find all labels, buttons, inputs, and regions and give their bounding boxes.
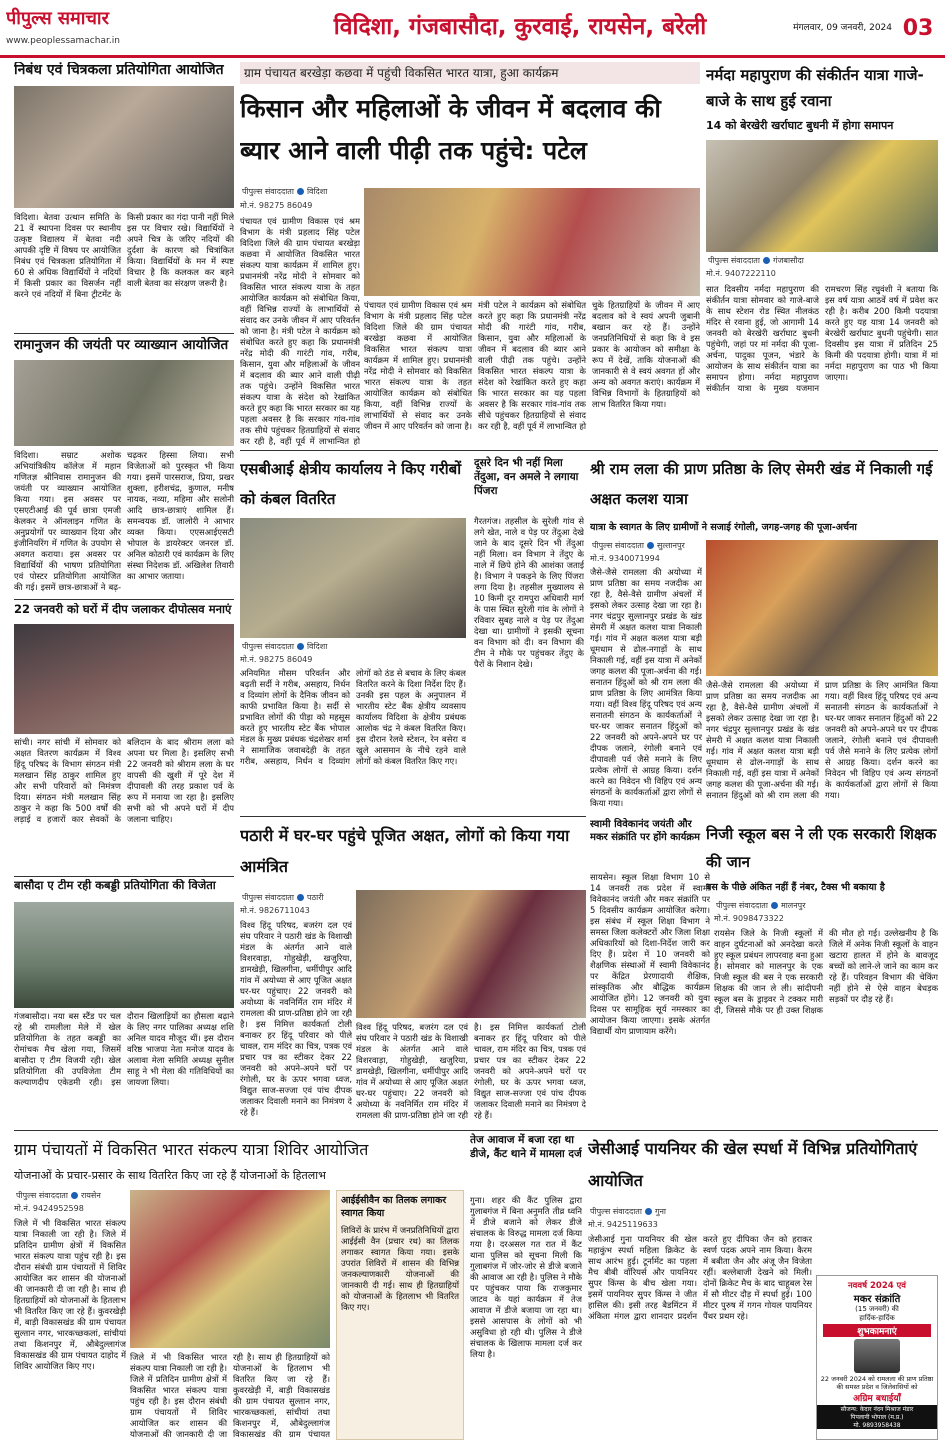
- pathari-mobile: मो.नं. 9826711043: [240, 906, 310, 915]
- jci-headline: जेसीआई पायनियर की खेल स्पर्धा में विभिन्न प्रतियोगिताएं आयोजित: [588, 1139, 918, 1190]
- gram-byline: पीपुल्स संवाददाता रायसेन: [16, 1191, 101, 1200]
- pathari-headline: पठारी में घर-घर पहुंचे पूजित अक्षत, लोगों को किया गया आमंत्रित: [240, 826, 570, 876]
- col1-headline-1: निबंध एवं चित्रकला प्रतियोगिता आयोजित: [14, 62, 224, 78]
- byline-dot-icon: [763, 257, 770, 264]
- iec-box-headline: आईईसीवैन का तिलक लगाकर स्वागत किया: [341, 1195, 447, 1219]
- ramlala-mobile: मो.नं. 9340071994: [590, 554, 660, 563]
- byline-dot-icon: [647, 542, 654, 549]
- byline-dot-icon: [645, 1208, 652, 1215]
- divider: [240, 450, 938, 451]
- logo-text: पीपुल्स समाचार: [6, 8, 109, 29]
- jci-byline: पीपुल्स संवाददाता गुना: [590, 1207, 666, 1216]
- lead-byline: पीपुल्स संवाददाता विदिशा: [242, 187, 328, 196]
- lead-photo: [364, 188, 700, 296]
- gram-subhead: योजनाओं के प्रचार-प्रसार के साथ वितरित किए जा रहे हैं योजनाओं के हितलाभ: [14, 1169, 326, 1182]
- ramlala-byline: पीपुल्स संवाददाता सुल्तानपुर: [592, 541, 685, 550]
- divider: [14, 876, 234, 877]
- divider: [14, 333, 234, 334]
- greeting-advertisement: नववर्ष 2024 एवं मकर संक्रांति (15 जनवरी) की हार्दिक-हार्दिक शुभकामनाएं 22 जनवरी 2024 को रामलला की प्राण प्रतिष्ठा की समस्त प्रदेश व जिलेवासियों को अग्रिम बधाईयाँ सौजन्य: केदार नंदन मिश्राज मंडार पिपलानी भोपाल (म.प्र.) मो. 9893958438: [816, 1275, 938, 1440]
- website-url: www.peoplessamachar.in: [6, 36, 120, 46]
- ramlala-text-rest: जैसे-जैसे रामलला की अयोध्या में प्राण प्रतिष्ठा का समय नजदीक आ रहा है, वैसे-वैसे ग्रामीण अंचलों में इसको लेकर उत्साह देखा जा रहा है। नगर चंद्रपुर सुल्तानपुर प्रखंड के खंड सेमरी में अक्षत कलश यात्रा निकाली गई। गांव में अक्षत कलश यात्रा बड़ी धूमधाम से ढोल-नगाड़ों के साथ निकाली गई, वहीं इस यात्रा में अनेकों जगह कलश की पूजा-अर्चना की गई। सनातन हिंदुओं को श्री राम लला की प्राण प्रतिष्ठा के लिए आमंत्रित किया गया। वहीं विश्व हिंदू परिषद एवं अन्य सनातनी संगठन के कार्यकर्ताओं ने घर-घर जाकर सनातन हिंदुओं को 22 जनवरी को अपने-अपने घर पर दीपक जलाने, रंगोली बनाने एवं दीपावली पर्व जैसे मनाने के लिए प्रत्येक लोगों से आग्रह किया। दर्शन करने का निवेदन भी विहिप एवं अन्य संगठनों के कार्यकर्ताओं द्वारा लोगों से किया गया।: [706, 680, 938, 800]
- blanket-distribution-photo: [240, 518, 466, 638]
- jci-mobile: मो.नं. 9425119633: [588, 1220, 658, 1229]
- gram-text-rest: जिले में भी विकसित भारत संकल्प यात्रा निकाली जा रही है। जिले में प्रतिदिन ग्रामीण क्षेत्रों में विकसित भारत संकल्प यात्रा पहुंच रही है। इस दौरान संबंधी ग्राम पंचायतों में शिविर आयोजित कर शासन की योजनाओं की जानकारी दी जा रही है। साथ ही हितग्राहियों को योजनाओं के हितलाभ भी वितरित किए जा रहे हैं। कुवरखेड़ी में, बाड़ी विकासखंड की ग्राम पंचायत सुल्तान नगर, भारकच्छकलां, सांचीयां तथा किशनपुर में, औबेदुल्लागंज विकासखंड की ग्राम पंचायत: [130, 1352, 330, 1439]
- sbi-byline: पीपुल्स संवाददाता विदिशा: [242, 642, 328, 651]
- narmada-yatra-photo: [706, 140, 938, 252]
- akshat-distribution-photo: [356, 890, 586, 1018]
- lead-text-col1: पंचायत एवं ग्रामीण विकास एवं श्रम विभाग के मंत्री प्रहलाद सिंह पटेल विदिशा जिले की ग्राम पंचायत बरखेड़ा कछवा में आयोजित विकसित भारत संकल्प यात्रा कार्यक्रम में शामिल हुए। प्रधानमंत्री नरेंद्र मोदी ने सोमवार को विकसित भारत संकल्प यात्रा के तहत आयोजित कार्यक्रम को संबोधित किया, वहीं विभिन्न राज्यों के लाभार्थियों से संवाद कर उनके जीवन में आए परिवर्तन को जाना है। मंत्री पटेल ने कार्यक्रम को संबोधित करते हुए कहा कि प्रधानमंत्री नरेंद्र मोदी की गारंटी गांव, गरीब, किसान, युवा और महिलाओं के जीवन में बदलाव की ब्यार आने वाली पीढ़ी तक पहुंचे। उन्होंने विकसित भारत संकल्प यात्रा के संदेश को रेखांकित करते हुए कहा कि भारत सरकार का यह पहला अवसर है कि सरकार गांव-गांव तक सीधे पहुंचकर हितग्राहियों से संवाद कर रही है, वहीं पूर्व में लाभान्वित हो: [240, 216, 360, 446]
- bus-text: रायसेन जिले के निजी स्कूलों में वाहन दुर्घटनाओं को अनदेखा करते हुए स्कूल प्रबंधन लापरवाह बना हुआ है। सोमवार को मालनपुर के एक निजी स्कूल की बस ने एक सरकारी शिक्षक की जान ले ली। सांदीपनी स्कूल बस के ड्राइवर ने टक्कर मारी दी, जिससे मौके पर ही उक्त शिक्षक की मौत हो गई। उल्लेखनीय है कि जिले में अनेक निजी स्कूलों के वाहन खटारा हालत में होने के बावजूद बच्चों को लाने-ले जाने का काम कर रहे हैं। परिवहन विभाग की चेकिंग नहीं होने से ऐसे वाहन बेधड़क सड़कों पर दौड़ रहे हैं।: [714, 928, 938, 1015]
- vivekanand-headline: स्वामी विवेकानंद जयंती और मकर संक्रांति पर होंगे कार्यक्रम: [590, 819, 701, 843]
- gram-headline: ग्राम पंचायतों में विकसित भारत संकल्प यात्रा शिविर आयोजित: [14, 1140, 369, 1159]
- essay-competition-photo: [14, 86, 234, 208]
- col1-article-1-text: विदिशा। बेतवा उत्थान समिति के 21 वें स्थापना दिवस पर स्थानीय उत्कृष्ट विद्यालय में बेतवा नदी आपकी दृष्टि में विषय पर आयोजित निबंध एवं चित्रकला प्रतियोगिता में 60 से अधिक विद्यार्थियों ने नदियों में किसी प्रकार का विसर्जन नहीं करने एवं नदियों में बिना ट्रीटमेंट के किसी प्रकार का गंदा पानी नहीं मिले इस पर विचार रखे। विद्यार्थियों ने अपने चित्र के जरिए नदियों की दुर्दशा के कारण को चित्रांकित किया। विद्यार्थियों के मन में स्पष्ट विचार है कि कलकल कर बहने वाली बेतवा का संरक्षण जरूरी है।: [14, 212, 234, 299]
- iec-box-text: शिविरों के प्रारंभ में जनप्रतिनिधियों द्वारा आईईसी वैन (प्रचार रथ) का तिलक लगाकर स्वागत किया गया। इसके उपरांत शिविरों में शासन की विभिन्न जनकल्याणकारी योजनाओं की जानकारी दी गई। साथ ही हितग्राहियों को योजनाओं के हितलाभ भी वितरित किए गए।: [341, 1225, 459, 1312]
- shivir-photo: [130, 1190, 330, 1348]
- byline-dot-icon: [297, 188, 304, 195]
- col1-headline-3: 22 जनवरी को घरों में दीप जलाकर दीपोत्सव मनाएं: [14, 603, 232, 616]
- sbi-mobile: मो.नं. 98275 86049: [240, 655, 313, 664]
- col1-headline-2: रामानुजन की जयंती पर व्याख्यान आयोजित: [14, 337, 229, 353]
- gram-text-col: जिले में भी विकसित भारत संकल्प यात्रा निकाली जा रही है। जिले में प्रतिदिन ग्रामीण क्षेत्रों में विकसित भारत संकल्प यात्रा पहुंच रही है। इस दौरान संबंधी ग्राम पंचायतों में शिविर आयोजित कर शासन की योजनाओं की जानकारी दी जा रही है। साथ ही हितग्राहियों को योजनाओं के हितलाभ भी वितरित किए जा रहे हैं। कुवरखेड़ी में, बाड़ी विकासखंड की ग्राम पंचायत सुल्तान नगर, भारकच्छकलां, सांचीयां तथा किशनपुर में, औबेदुल्लागंज विकासखंड की ग्राम पंचायत दाहोद में शिविर आयोजित किए गए।: [14, 1218, 126, 1371]
- ramanujan-event-photo: [14, 360, 234, 446]
- jci-text: जेसीआई गुना पायनियर की खेल महाकुंभ स्पर्धा महिला क्रिकेट के साथ आरंभ हुई। टूर्नामेंट का पहला मैच बीबी वॉरियर्स और पायनियर सुपर किंग्स के बीच खेला गया। इसमें पायनियर सुपर किंग्स ने जीत हासिल की। इसी तरह बैडमिंटन में अंकिता मंगल द्वारा शानदार प्रदर्शन करते हुए दीपिका जैन को हराकर स्वर्ण पदक अपने नाम किया। कैरम में बबीता जैन और अंजू जैन विजेता रहीं। बल्लेबाजी देखने को मिली। दोनों क्रिकेट मैच के बाद चाहूबल रेस में सौ मीटर दौड़ में स्पर्धा हुई। 100 मीटर पुरुष में गगन गोयल पायनियर पैंथर प्रथम रहे।: [588, 1234, 812, 1321]
- dj-headline: तेज आवाज में बजा रहा था डीजे, कैंट थाने में मामला दर्ज: [470, 1134, 582, 1160]
- col1-article-2-text: विदिशा। सम्राट अशोक अभियांत्रिकीय कॉलेज में महान गणितज्ञ श्रीनिवास रामानुजन की जयंती पर व्याख्यान आयोजित किया गया। इस अवसर पर एसएटीआई की पूर्व छात्रा एमजी केलकर ने ऑनलाइन गणित के अनुप्रयोगों पर व्याख्यान दिया और इंजीनियरिंग में गणित के उपयोग से अवगत कराया। इस अवसर पर विद्यार्थियों की भाषण प्रतियोगिता एवं पोस्टर प्रतियोगिता आयोजित की गई। इसमें छात्र-छात्राओं ने बढ़-चढ़कर हिस्सा लिया। सभी विजेताओं को पुरस्कृत भी किया गया। इसमें पारसराज, प्रिया, प्रखर शुक्ला, हरीशचंद्र, कुणाल, मनीष नायक, नव्या, महिमा और सलोनी आदि छात्र-छात्राएं शामिल हैं। समन्वयक डॉ. जालोरी ने आभार व्यक्त किया। एएसआईएसटी भोपाल के डायरेक्टर जनरल डॉ. अनिल कोठारी एवं कार्यक्रम के लिए संस्था निदेशक डॉ. अखिलेश तिवारी का आभार जताया।: [14, 450, 234, 592]
- bus-byline: पीपुल्स संवाददाता मालनपुर: [716, 901, 806, 910]
- narmada-byline: पीपुल्स संवाददाता गंजबासौदा: [708, 256, 804, 265]
- vivekanand-text: सायसेन। स्कूल शिक्षा विभाग 10 से 14 जनवरी तक प्रदेश में स्वामी विवेकानंद जयंती और मकर संक्रांति पर 5 दिवसीय कार्यक्रम आयोजित करेगा। इस संबंध में स्कूल शिक्षा विभाग ने समस्त जिला कलेक्टरों और जिला शिक्षा अधिकारियों को दिशा-निर्देश जारी कर दिए हैं। प्रदेश में 10 जनवरी को शैक्षणिक संस्थाओं में स्वामी विवेकानंद पर केंद्रित प्रेरणादायी शैक्षिक, सांस्कृतिक और बौद्धिक कार्यक्रम आयोजित होंगे। 12 जनवरी को युवा दिवस पर सामूहिक सूर्य नमस्कार का आयोजन किया जाएगा। इसके अंतर्गत विद्यार्थी योग प्राणायाम करेंगे।: [590, 872, 710, 1036]
- iec-van-box: [336, 1190, 464, 1440]
- ramlala-text-col: जैसे-जैसे रामलला की अयोध्या में प्राण प्रतिष्ठा का समय नजदीक आ रहा है, वैसे-वैसे ग्रामीण अंचलों में इसको लेकर उत्साह देखा जा रहा है। नगर चंद्रपुर सुल्तानपुर प्रखंड के खंड सेमरी में अक्षत कलश यात्रा निकाली गई। गांव में अक्षत कलश यात्रा बड़ी धूमधाम से ढोल-नगाड़ों के साथ निकाली गई, वहीं इस यात्रा में अनेकों जगह कलश की पूजा-अर्चना की गई। सनातन हिंदुओं को श्री राम लला की प्राण प्रतिष्ठा के लिए आमंत्रित किया गया। वहीं विश्व हिंदू परिषद एवं अन्य सनातनी संगठन के कार्यकर्ताओं ने घर-घर जाकर सनातन हिंदुओं को 22 जनवरी को अपने-अपने घर पर दीपक जलाने, रंगोली बनाने एवं दीपावली पर्व जैसे मनाने के लिए प्रत्येक लोगों से आग्रह किया। दर्शन करने का निवेदन भी विहिप एवं अन्य संगठनों के कार्यकर्ताओं द्वारा लोगों से किया गया।: [590, 567, 702, 808]
- ramlala-subhead: यात्रा के स्वागत के लिए ग्रामीणों ने सजाई रंगोली, जगह-जगह की पूजा-अर्चना: [590, 522, 857, 533]
- lead-kicker: ग्राम पंचायत बरखेड़ा कछवा में पहुंची विकसित भारत यात्रा, हुआ कार्यक्रम: [240, 62, 700, 84]
- pathari-byline: पीपुल्स संवाददाता पठारी: [242, 893, 324, 902]
- gram-mobile: मो.नं. 9424952598: [14, 1204, 84, 1213]
- issue-date: मंगलवार, 09 जनवरी, 2024: [793, 23, 892, 33]
- narmada-headline: नर्मदा महापुराण की संकीर्तन यात्रा गाजे-बाजे के साथ हुई रवाना: [706, 66, 924, 110]
- bus-subhead: बस के पीछे अंकित नहीं हैं नंबर, टैक्स भी बकाया है: [706, 882, 885, 893]
- sbi-headline: एसबीआई क्षेत्रीय कार्यालय ने किए गरीबों को कंबल वितरित: [240, 460, 462, 508]
- bus-mobile: मो.नं. 9098473322: [714, 914, 784, 923]
- lead-headline: किसान और महिलाओं के जीवन में बदलाव की ब्यार आने वाली पीढ़ी तक पहुंचे: पटेल: [240, 94, 661, 165]
- divider: [14, 599, 234, 600]
- byline-dot-icon: [297, 894, 304, 901]
- masthead: [0, 0, 945, 58]
- col1-article-4-text: गंजबासौदा। नया बस स्टैंड पर चल रहे श्री रामलीला मेले में खेल प्रतियोगिता के तहत कबड्डी का रोमांचक मैच खेला गया, जिसमें बासौदा ए टीम विजयी रही। खेल प्रतियोगिता की उपविजेता टीम कल्याणदीप एकेडमी रही। इस दौरान खिलाड़ियों का हौसला बढ़ाने के लिए नगर पालिका अध्यक्ष शशि अनिल यादव मौजूद थीं। इस दौरान वरिष्ठ भाजपा नेता मनोज यादव के अलावा मेला समिति अध्यक्ष सुनील साहू ने भी मेला की गतिविधियों का जायजा लिया।: [14, 1011, 234, 1087]
- divider: [14, 1130, 938, 1131]
- pathari-text-col: विश्व हिंदू परिषद, बजरंग दल एवं संघ परिवार ने पठारी खंड के विशाखी मंडल के अंतर्गत आने वाले विशरवाड़ा, गोहुखेड़ी, खजुरिया, डामखेड़ी, खिलगीना, धर्मीपीपुर आदि गांव में अयोध्या से आए पूजित अक्षत घर-घर पहुंचाए। 22 जनवरी को अयोध्या के नवनिर्मित राम मंदिर में रामलला की प्राण-प्रतिष्ठा होने जा रही है। इस निमित्त कार्यकर्ता टोली बनाकर हर हिंदू परिवार को पीले चावल, राम मंदिर का चित्र, पत्रक एवं प्रचार पत्र का स्टीकर देकर 22 जनवरी को अपने-अपने घरों पर रंगोली, घर के ऊपर भगवा ध्वज, विद्युत साज-सज्जा एवं पांच दीपक जलाकर दिवाली मनाने का निमंत्रण दे रहे हैं।: [240, 920, 352, 1117]
- page-number: 03: [895, 8, 941, 50]
- sbi-text: अनियमित मौसम परिवर्तन और बढ़ती सर्दी ने गरीब, असहाय, निर्धन व दिव्यांग लोगों के दैनिक जीवन को काफी प्रभावित किया है। सर्दी से प्रभावित लोगों की पीड़ा को महसूस करते हुए भारतीय स्टेट बैंक भोपाल मंडल के मुख्य प्रबंधक चंद्रशेखर शर्मा ने सामाजिक जवाबदेही के तहत गरीब, असहाय, निर्धन व दिव्यांग लोगों को ठंड से बचाव के लिए कंबल वितरित करने के दिशा निर्देश दिए हैं। उनकी इस पहल के अनुपालन में भारतीय स्टेट बैंक क्षेत्रीय व्यवसाय कार्यालय विदिशा के क्षेत्रीय प्रबंधक आलोक चंद्र ने कंबल वितरित किए। इस दौरान रेलवे स्टेशन, रेन बसेरा व खुले आसमान के नीचे रहने वाले लोगों को कंबल वितरित किए गए।: [240, 668, 466, 766]
- leopard-text: गैरतगंज। तहसील के सुरेली गांव से लगे खेत, नाले व पेड़ पर तेंदुआ देखे जाने के बाद दूसरे दिन भी तेंदुआ नहीं मिला। वन विभाग ने तेंदुए के नाले में छिपे होने की आशंका जताई है। विभाग ने पकड़ने के लिए पिंजरा लगा दिया है। तहसील मुख्यालय से 10 किमी दूर रामपुरा अधिवारी मार्ग के पास स्थित सुरेली गांव के लोगों ने रविवार सुबह नाले व पेड़ पर तेंदुआ देखा था। ग्रामीणों ने इसकी सूचना वन विभाग को दी। वन विभाग की टीम ने मौके पर पहुंचकर तेंदुए के पैरों के निशान देखे।: [474, 516, 584, 669]
- bus-headline: निजी स्कूल बस ने ली एक सरकारी शिक्षक की जान: [706, 825, 937, 871]
- lead-mobile: मो.नं. 98275 86049: [240, 201, 313, 210]
- lead-text-rest: पंचायत एवं ग्रामीण विकास एवं श्रम विभाग के मंत्री प्रहलाद सिंह पटेल विदिशा जिले की ग्राम पंचायत बरखेड़ा कछवा में आयोजित विकसित भारत संकल्प यात्रा कार्यक्रम में शामिल हुए। प्रधानमंत्री नरेंद्र मोदी ने सोमवार को विकसित भारत संकल्प यात्रा के तहत आयोजित कार्यक्रम को संबोधित किया, वहीं विभिन्न राज्यों के लाभार्थियों से संवाद कर उनके जीवन में आए परिवर्तन को जाना है। मंत्री पटेल ने कार्यक्रम को संबोधित करते हुए कहा कि प्रधानमंत्री नरेंद्र मोदी की गारंटी गांव, गरीब, किसान, युवा और महिलाओं के जीवन में बदलाव की ब्यार आने वाली पीढ़ी तक पहुंचे। उन्होंने विकसित भारत संकल्प यात्रा के संदेश को रेखांकित करते हुए कहा कि भारत सरकार का यह पहला अवसर है कि सरकार गांव-गांव तक सीधे पहुंचकर हितग्राहियों से संवाद कर रही है, वहीं पूर्व में लाभान्वित हो चुके हितग्राहियों के जीवन में आए बदलाव को वे स्वयं अपनी जुबानी बखान कर रहे हैं। उन्होंने जनप्रतिनिधियों से कहा कि वे इस प्रकार के आयोजन को समीक्षा के रूप में देखें, ताकि योजनाओं की जानकारी से वे स्वयं अवगत हों और अन्य को अवगत कराएं। कार्यक्रम में विभिन्न विभागों के हितग्राहियों को लाभ वितरित किया गया।: [364, 300, 700, 431]
- byline-dot-icon: [771, 902, 778, 909]
- pathari-text-rest: विश्व हिंदू परिषद, बजरंग दल एवं संघ परिवार ने पठारी खंड के विशाखी मंडल के अंतर्गत आने वाले विशरवाड़ा, गोहुखेड़ी, खजुरिया, डामखेड़ी, खिलगीना, धर्मीपीपुर आदि गांव में अयोध्या से आए पूजित अक्षत घर-घर पहुंचाए। 22 जनवरी को अयोध्या के नवनिर्मित राम मंदिर में रामलला की प्राण-प्रतिष्ठा होने जा रही है। इस निमित्त कार्यकर्ता टोली बनाकर हर हिंदू परिवार को पीले चावल, राम मंदिर का चित्र, पत्रक एवं प्रचार पत्र का स्टीकर देकर 22 जनवरी को अपने-अपने घरों पर रंगोली, घर के ऊपर भगवा ध्वज, विद्युत साज-सज्जा एवं पांच दीपक जलाकर दिवाली मनाने का निमंत्रण दे रहे हैं।: [356, 1022, 586, 1120]
- narmada-text: सात दिवसीय नर्मदा महापुराण की संकीर्तन यात्रा सोमवार को गाजे-बाजे के साथ स्टेशन रोड स्थित नीलकंठ मंदिर से रवाना हुई, जो आगामी 14 जनवरी को बेरखेरी खर्राघाट बुधनी पहुंचेगी, जहां पर मां नर्मदा की पूजा-अर्चना, पादुका पूजन, भंडारे के आयोजन के साथ संकीर्तन यात्रा का समापन होगा। नर्मदा महापुराण संकीर्तन यात्रा के मुख्य यजमान रामचरण सिंह रघुवंशी ने बताया कि इस वर्ष यात्रा आठवें वर्ष में प्रवेश कर रही है। करीब 200 किमी पदयात्रा करते हुए यह यात्रा 14 जनवरी को बेरखेरी खर्राघाट बुधनी पहुंचेगी। सात दिवसीय इस यात्रा में प्रतिदिन 25 किमी की पदयात्रा होगी। यात्रा में मां नर्मदा महापुराण का पाठ भी किया जाएगा।: [706, 284, 938, 393]
- narmada-subhead: 14 को बेरखेरी खर्राघाट बुधनी में होगा समापन: [706, 119, 894, 132]
- leopard-headline: दूसरे दिन भी नहीं मिला तेंदुआ, वन अमले ने लगाया पिंजरा: [474, 457, 579, 497]
- divider: [240, 816, 586, 817]
- kabaddi-match-photo: [14, 902, 234, 1008]
- ramlala-headline: श्री राम लला की प्राण प्रतिष्ठा के लिए सेमरी खंड में निकाली गई अक्षत कलश यात्रा: [590, 460, 933, 508]
- page-cities-title: विदिशा, गंजबासौदा, कुरवाई, रायसेन, बरेली: [333, 14, 707, 40]
- newspaper-logo: [6, 6, 286, 32]
- col1-article-3-text: सांची। नगर सांची में सोमवार को अक्षत वितरण कार्यक्रम में विश्व हिंदू परिषद के विभाग संगठन मंत्री मलखान सिंह ठाकुर शामिल हुए और सभी परिवारों को निमंत्रण दिया। संगठन मंत्री मलखान सिंह ठाकुर ने कहा कि 500 वर्षों की लड़ाई व हजारों कार सेवकों के बलिदान के बाद श्रीराम लला को अपना घर मिला है। इसलिए सभी 22 जनवरी को श्रीराम लला के घर वापसी की खुशी में पूरे देश में दीपावली की तरह प्रकाश पर्व के रूप में मनाया जा रहा है। इसलिए सभी को भी अपने घरों में दीप जलाना चाहिए।: [14, 737, 234, 824]
- kalash-yatra-photo: [706, 540, 938, 676]
- byline-dot-icon: [297, 643, 304, 650]
- dj-text: गुना। शहर की कैंट पुलिस द्वारा गुलाबगंज में बिना अनुमति तीव्र ध्वनि में डीजे बजाने को लेकर डीजे संचालक के विरुद्ध मामला दर्ज किया गया है। दरअसल गत रात में कैंट थाना पुलिस को सूचना मिली कि गुलाबगंज में जोर-जोर से डीजे बजाने की आवाज आ रही है। पुलिस ने मौके पर पहुंचकर पाया कि राजकुमार जाटव के यहां कार्यक्रम में तेज आवाज में डीजे बजाया जा रहा था। इससे आसपास के लोगों को भी असुविधा हो रही थी। पुलिस ने डीजे संचालक के खिलाफ मामला दर्ज कर लिया है।: [470, 1195, 582, 1359]
- col1-headline-4: बासौदा ए टीम रही कबड्डी प्रतियोगिता की विजेता: [14, 879, 216, 892]
- deepotsav-meeting-photo: [14, 624, 234, 734]
- advertiser-portrait: [854, 1339, 900, 1373]
- byline-dot-icon: [71, 1192, 78, 1199]
- narmada-mobile: मो.नं. 9407222110: [706, 269, 776, 278]
